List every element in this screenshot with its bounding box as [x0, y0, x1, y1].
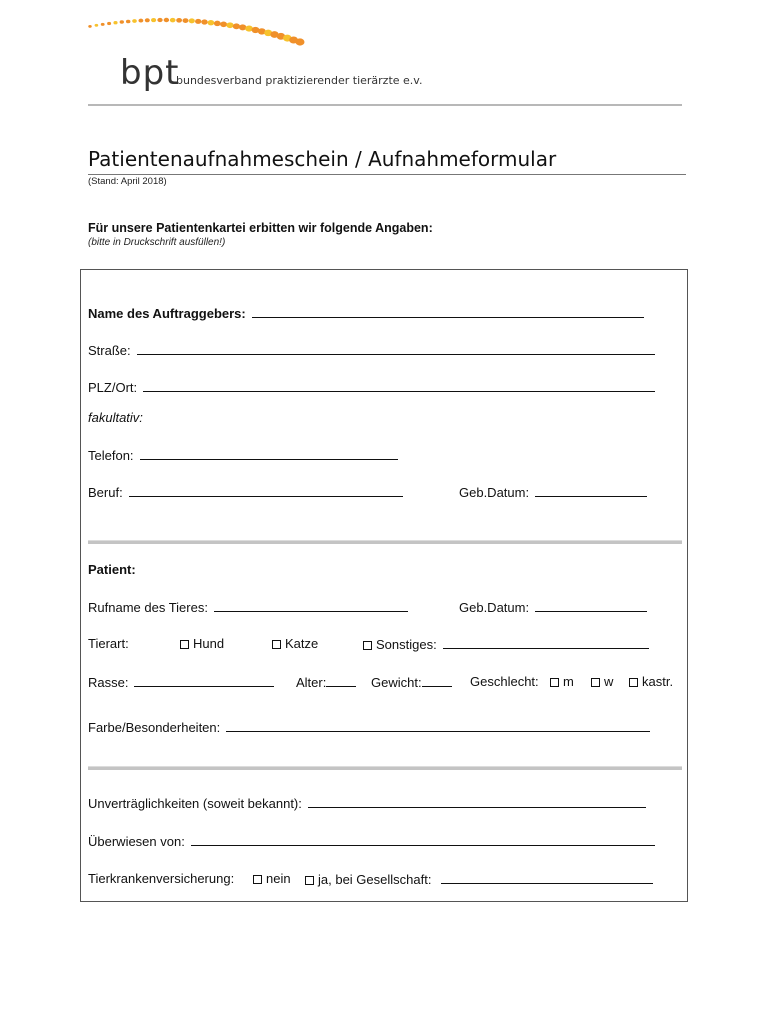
phone-row	[88, 447, 398, 464]
species-other-label: Sonstiges:	[376, 637, 437, 652]
street-label: Straße:	[88, 343, 131, 358]
logo-dot	[95, 24, 99, 27]
intolerance-row	[88, 795, 646, 812]
logo-dot	[164, 18, 170, 22]
checkbox-neutered[interactable]	[629, 678, 638, 687]
owner-birthdate-label: Geb.Datum:	[459, 485, 530, 500]
logo-subtitle: bundesverband praktizierender tierärzte e.v.	[176, 74, 423, 87]
color-field[interactable]	[226, 719, 650, 732]
logo-dot	[113, 21, 117, 24]
logo-brand: bpt	[120, 53, 180, 93]
species-option-cat[interactable]	[272, 636, 318, 652]
checkbox-male[interactable]	[550, 678, 559, 687]
logo-dot	[107, 22, 111, 25]
zip-city-field[interactable]	[143, 379, 655, 392]
header-divider	[88, 104, 682, 106]
logo-dot	[101, 23, 105, 26]
insurance-option-no[interactable]	[253, 871, 291, 887]
phone-label: Telefon:	[88, 448, 134, 463]
insurance-no-label: nein	[266, 871, 291, 886]
section-divider-1	[88, 540, 682, 544]
breed-label: Rasse:	[88, 675, 129, 690]
patient-birthdate-field[interactable]	[535, 599, 647, 612]
patient-heading: Patient:	[88, 562, 136, 577]
color-label: Farbe/Besonderheiten:	[88, 720, 221, 735]
street-field[interactable]	[137, 342, 655, 355]
patient-birthdate-label: Geb.Datum:	[459, 600, 530, 615]
checkbox-cat[interactable]	[272, 640, 281, 649]
intro-heading: Für unsere Patientenkartei erbitten wir folgende Angaben:	[88, 221, 433, 235]
owner-name-row	[88, 305, 644, 322]
insurance-label: Tierkrankenversicherung:	[88, 871, 235, 886]
owner-birthdate-field[interactable]	[535, 484, 647, 497]
bpt-logo	[86, 12, 423, 102]
owner-birthdate-row	[459, 484, 647, 501]
page-title: Patientenaufnahmeschein / Aufnahmeformular	[88, 147, 557, 171]
optional-label: fakultativ:	[88, 410, 143, 425]
intolerance-field[interactable]	[308, 795, 646, 808]
logo-dot	[88, 25, 92, 28]
logo-dot	[239, 24, 247, 30]
species-option-dog[interactable]	[180, 636, 224, 652]
callname-label: Rufname des Tieres:	[88, 600, 208, 615]
zip-city-row	[88, 379, 655, 396]
phone-field[interactable]	[140, 447, 398, 460]
referred-field[interactable]	[191, 833, 655, 846]
logo-dot	[226, 22, 233, 28]
sex-neutered-label: kastr.	[642, 674, 674, 689]
sex-option-neutered[interactable]	[629, 674, 673, 690]
checkbox-female[interactable]	[591, 678, 600, 687]
species-cat-label: Katze	[285, 636, 319, 651]
sex-option-w[interactable]	[591, 674, 613, 690]
sex-w-label: w	[604, 674, 614, 689]
checkbox-dog[interactable]	[180, 640, 189, 649]
breed-row	[88, 674, 274, 691]
logo-dot	[183, 18, 189, 23]
insurance-option-yes[interactable]	[305, 871, 653, 888]
logo-dot	[138, 19, 143, 23]
logo-dot	[195, 19, 201, 24]
intro-note: (bitte in Druckschrift ausfüllen!)	[88, 237, 226, 248]
logo-dot	[201, 19, 208, 24]
insurance-company-field[interactable]	[441, 871, 653, 884]
owner-name-label: Name des Auftraggebers:	[88, 306, 246, 321]
logo-dot	[296, 38, 305, 45]
insurance-yes-label: ja, bei Gesellschaft:	[318, 872, 432, 887]
sex-option-m[interactable]	[550, 674, 574, 690]
sex-m-label: m	[563, 674, 574, 689]
referred-row	[88, 833, 655, 850]
breed-field[interactable]	[134, 674, 274, 687]
logo-dot	[120, 20, 124, 23]
sex-label: Geschlecht:	[470, 674, 539, 689]
age-field[interactable]	[326, 674, 356, 687]
checkbox-insurance-no[interactable]	[253, 875, 262, 884]
street-row	[88, 342, 655, 359]
checkbox-other[interactable]	[363, 641, 372, 650]
age-row	[296, 674, 356, 691]
intolerance-label: Unverträglichkeiten (soweit bekannt):	[88, 796, 302, 811]
logo-dot	[208, 20, 215, 25]
checkbox-insurance-yes[interactable]	[305, 876, 314, 885]
section-divider-2	[88, 766, 682, 770]
logo-dot	[214, 21, 221, 26]
callname-field[interactable]	[214, 599, 408, 612]
color-row	[88, 719, 650, 736]
logo-dot	[157, 18, 162, 22]
logo-dot	[189, 18, 195, 23]
logo-dot	[151, 18, 156, 22]
species-option-other[interactable]	[363, 636, 649, 653]
weight-label: Gewicht:	[371, 675, 422, 690]
owner-name-field[interactable]	[252, 305, 644, 318]
callname-row	[88, 599, 408, 616]
logo-dot	[132, 19, 137, 23]
zip-city-label: PLZ/Ort:	[88, 380, 138, 395]
species-label: Tierart:	[88, 636, 129, 651]
logo-dot	[170, 18, 176, 23]
job-field[interactable]	[129, 484, 403, 497]
logo-dot	[176, 18, 182, 23]
revision-date: (Stand: April 2018)	[88, 176, 167, 187]
logo-dot	[233, 23, 240, 29]
age-label: Alter:	[296, 675, 327, 690]
referred-label: Überwiesen von:	[88, 834, 185, 849]
logo-dot	[220, 22, 227, 28]
job-row	[88, 484, 403, 501]
job-label: Beruf:	[88, 485, 123, 500]
weight-field[interactable]	[422, 674, 452, 687]
species-other-field[interactable]	[443, 636, 649, 649]
logo-dot	[126, 20, 131, 24]
species-dog-label: Hund	[193, 636, 225, 651]
patient-birthdate-row	[459, 599, 647, 616]
title-underline	[88, 174, 686, 175]
weight-row	[371, 674, 452, 691]
logo-dot	[145, 18, 150, 22]
